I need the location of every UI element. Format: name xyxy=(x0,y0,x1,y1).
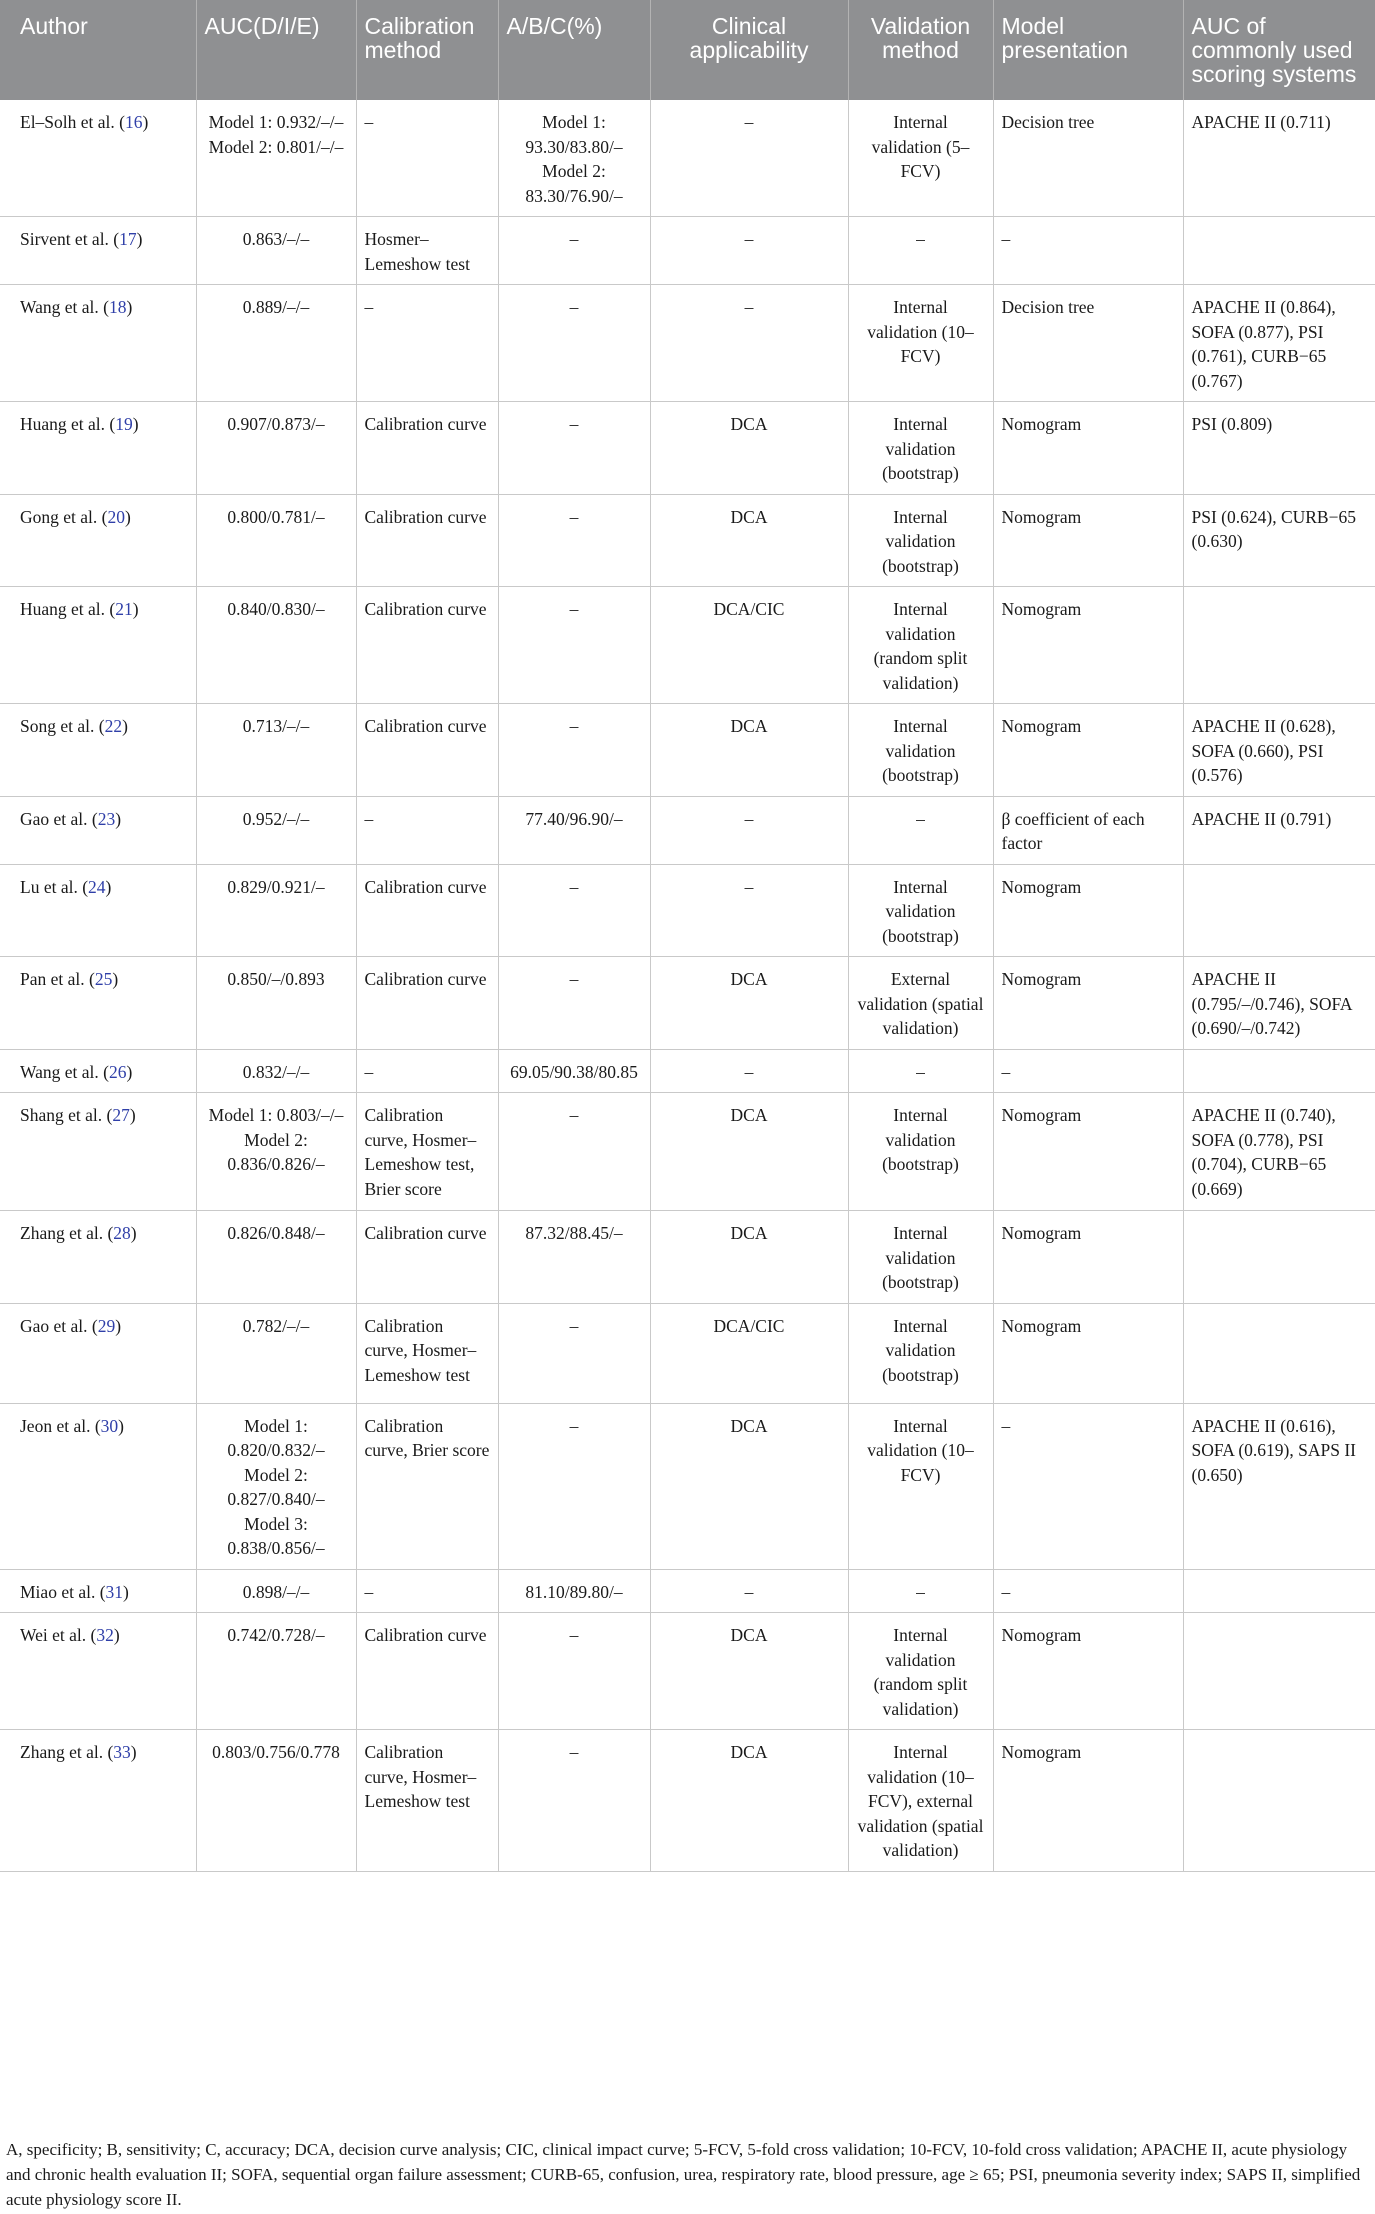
cell-clinical-applicability: DCA xyxy=(650,402,848,495)
cell-abc: – xyxy=(498,1303,650,1403)
cell-validation-method: Internal validation (10–FCV) xyxy=(848,1403,993,1569)
cell-abc: – xyxy=(498,402,650,495)
cell-model-presentation: – xyxy=(993,217,1183,285)
cell-abc: – xyxy=(498,1730,650,1872)
cell-scoring-systems xyxy=(1183,1049,1375,1093)
table-row xyxy=(0,1730,1375,1872)
cell-model-presentation: Nomogram xyxy=(993,864,1183,957)
author-name: Song et al. ( xyxy=(20,716,105,736)
cell-abc: – xyxy=(498,1613,650,1730)
table-row xyxy=(0,1211,1375,1304)
cell-abc: – xyxy=(498,285,650,402)
cell-model-presentation: Nomogram xyxy=(993,1093,1183,1211)
cell-clinical-applicability: – xyxy=(650,217,848,285)
table-row xyxy=(0,402,1375,495)
cell-model-presentation: Nomogram xyxy=(993,402,1183,495)
reference-link[interactable]: 33 xyxy=(113,1742,131,1762)
cell-model-presentation: β coefficient of each factor xyxy=(993,796,1183,864)
cell-scoring-systems: APACHE II (0.616), SOFA (0.619), SAPS II (0.650) xyxy=(1183,1403,1375,1569)
cell-scoring-systems xyxy=(1183,1569,1375,1613)
cell-validation-method: Internal validation (bootstrap) xyxy=(848,1093,993,1211)
cell-scoring-systems: PSI (0.809) xyxy=(1183,402,1375,495)
cell-author xyxy=(0,402,196,495)
reference-link[interactable]: 26 xyxy=(108,1061,127,1082)
cell-author xyxy=(0,704,196,797)
table-row xyxy=(0,864,1375,957)
cell-auc: 0.832/–/– xyxy=(196,1049,356,1093)
cell-calibration: – xyxy=(356,100,498,217)
cell-clinical-applicability: – xyxy=(650,864,848,957)
cell-validation-method: Internal validation (bootstrap) xyxy=(848,704,993,797)
reference-link[interactable]: 31 xyxy=(105,1581,124,1602)
cell-abc: 87.32/88.45/– xyxy=(498,1211,650,1304)
cell-clinical-applicability: – xyxy=(650,1569,848,1613)
reference-link[interactable]: 22 xyxy=(104,716,123,736)
cell-calibration: – xyxy=(356,796,498,864)
cell-model-presentation: Decision tree xyxy=(993,100,1183,217)
cell-calibration: Calibration curve xyxy=(356,402,498,495)
header-validation: Validation method xyxy=(848,0,993,100)
cell-author xyxy=(0,1569,196,1613)
cell-clinical-applicability: DCA xyxy=(650,1403,848,1569)
cell-model-presentation: Nomogram xyxy=(993,704,1183,797)
cell-model-presentation: Nomogram xyxy=(993,494,1183,587)
reference-close: ) xyxy=(129,1105,136,1125)
cell-calibration: – xyxy=(356,285,498,402)
cell-author xyxy=(0,587,196,704)
cell-calibration: – xyxy=(356,1049,498,1093)
cell-validation-method: Internal validation (bootstrap) xyxy=(848,402,993,495)
reference-close: ) xyxy=(130,1223,137,1243)
cell-scoring-systems xyxy=(1183,864,1375,957)
reference-link[interactable]: 32 xyxy=(96,1625,114,1645)
header-author: Author xyxy=(0,0,196,100)
cell-scoring-systems: PSI (0.624), CURB−65 (0.630) xyxy=(1183,494,1375,587)
cell-calibration: Calibration curve xyxy=(356,494,498,587)
cell-validation-method: Internal validation (bootstrap) xyxy=(848,1211,993,1304)
cell-scoring-systems: APACHE II (0.711) xyxy=(1183,100,1375,217)
cell-calibration: Calibration curve xyxy=(356,1211,498,1304)
table-row xyxy=(0,587,1375,704)
cell-calibration: Calibration curve, Hosmer–Lemeshow test, Brier score xyxy=(356,1093,498,1211)
cell-author xyxy=(0,957,196,1050)
reference-link[interactable]: 19 xyxy=(115,414,133,434)
header-abc: A/B/C(%) xyxy=(498,0,650,100)
cell-calibration: Calibration curve xyxy=(356,704,498,797)
cell-clinical-applicability: DCA xyxy=(650,704,848,797)
author-name: Gao et al. ( xyxy=(20,808,98,829)
cell-clinical-applicability: DCA xyxy=(650,957,848,1050)
cell-author xyxy=(0,1403,196,1569)
cell-validation-method: Internal validation (bootstrap) xyxy=(848,494,993,587)
cell-abc: 69.05/90.38/80.85 xyxy=(498,1049,650,1093)
table-row xyxy=(0,1093,1375,1211)
cell-clinical-applicability: – xyxy=(650,100,848,217)
cell-abc: – xyxy=(498,587,650,704)
author-name: Gong et al. ( xyxy=(20,506,108,527)
cell-calibration: Hosmer–Lemeshow test xyxy=(356,217,498,285)
table-row xyxy=(0,704,1375,797)
author-name: Sirvent et al. ( xyxy=(20,229,120,249)
cell-validation-method: – xyxy=(848,1049,993,1093)
cell-auc: 0.889/–/– xyxy=(196,285,356,402)
cell-calibration: Calibration curve xyxy=(356,587,498,704)
author-name: Pan et al. ( xyxy=(20,969,95,989)
cell-validation-method: Internal validation (10–FCV) xyxy=(848,285,993,402)
header-clinical: Clinical applicability xyxy=(650,0,848,100)
table-row xyxy=(0,796,1375,864)
header-scoring: AUC of commonly used scoring systems xyxy=(1183,0,1375,100)
reference-close: ) xyxy=(113,1625,120,1645)
cell-auc: 0.829/0.921/– xyxy=(196,864,356,957)
reference-link[interactable]: 16 xyxy=(124,112,143,132)
cell-scoring-systems xyxy=(1183,587,1375,704)
cell-abc: – xyxy=(498,217,650,285)
cell-auc: 0.803/0.756/0.778 xyxy=(196,1730,356,1872)
cell-clinical-applicability: DCA xyxy=(650,1093,848,1211)
reference-link[interactable]: 21 xyxy=(115,599,133,619)
cell-validation-method: Internal validation (random split validation) xyxy=(848,1613,993,1730)
cell-validation-method: – xyxy=(848,1569,993,1613)
reference-link[interactable]: 30 xyxy=(100,1415,119,1436)
reference-link[interactable]: 24 xyxy=(88,876,106,897)
table-row xyxy=(0,1049,1375,1093)
cell-calibration: Calibration curve, Brier score xyxy=(356,1403,498,1569)
reference-link[interactable]: 25 xyxy=(94,969,113,989)
author-name: Lu et al. ( xyxy=(20,876,89,897)
author-name: Huang et al. ( xyxy=(20,414,116,434)
cell-validation-method: Internal validation (10–FCV), external validation (spatial validation) xyxy=(848,1730,993,1872)
table-row xyxy=(0,217,1375,285)
cell-clinical-applicability: – xyxy=(650,285,848,402)
author-name: Zhang et al. ( xyxy=(20,1223,114,1243)
cell-auc: 0.863/–/– xyxy=(196,217,356,285)
author-name: Miao et al. ( xyxy=(20,1581,106,1602)
cell-abc: – xyxy=(498,1403,650,1569)
header-row xyxy=(0,0,1375,100)
header-auc: AUC(D/I/E) xyxy=(196,0,356,100)
table-footnote: A, specificity; B, sensitivity; C, accuracy; DCA, decision curve analysis; CIC, clinical impact curve; 5-FCV, 5-fold cross validation; 10-FCV, 10-fold cross validation; APACHE II, acute physiology and chronic health evaluation II; SOFA, sequential organ failure assessment; CURB-65, confusion, urea, respiratory rate, blood pressure, age ≥ 65; PSI, pneumonia severity index; SAPS II, simplified acute physiology score II. xyxy=(6,2140,1361,2209)
cell-author xyxy=(0,1093,196,1211)
cell-model-presentation: – xyxy=(993,1403,1183,1569)
reference-close: ) xyxy=(122,716,128,736)
cell-auc: 0.850/–/0.893 xyxy=(196,957,356,1050)
cell-abc: 77.40/96.90/– xyxy=(498,796,650,864)
cell-scoring-systems: APACHE II (0.795/–/0.746), SOFA (0.690/–/0.742) xyxy=(1183,957,1375,1050)
table-body xyxy=(0,100,1375,1871)
reference-close: ) xyxy=(132,599,139,619)
cell-auc: 0.826/0.848/– xyxy=(196,1211,356,1304)
cell-calibration: Calibration curve xyxy=(356,1613,498,1730)
author-name: Huang et al. ( xyxy=(20,599,116,619)
cell-calibration: Calibration curve xyxy=(356,864,498,957)
reference-close: ) xyxy=(118,1415,124,1436)
cell-abc: – xyxy=(498,864,650,957)
reference-close: ) xyxy=(126,1061,133,1082)
cell-model-presentation: Nomogram xyxy=(993,1613,1183,1730)
cell-auc: 0.952/–/– xyxy=(196,796,356,864)
cell-auc: 0.713/–/– xyxy=(196,704,356,797)
cell-clinical-applicability: DCA/CIC xyxy=(650,587,848,704)
cell-model-presentation: Nomogram xyxy=(993,957,1183,1050)
cell-validation-method: – xyxy=(848,796,993,864)
reference-close: ) xyxy=(142,112,149,132)
cell-auc: Model 1: 0.932/–/– Model 2: 0.801/–/– xyxy=(196,100,356,217)
reference-link[interactable]: 20 xyxy=(107,506,125,527)
table-row xyxy=(0,1613,1375,1730)
header-calibration: Calibration method xyxy=(356,0,498,100)
author-name: Wang et al. ( xyxy=(20,1061,109,1082)
cell-auc: 0.782/–/– xyxy=(196,1303,356,1403)
cell-model-presentation: Nomogram xyxy=(993,587,1183,704)
cell-model-presentation: Nomogram xyxy=(993,1303,1183,1403)
cell-scoring-systems: APACHE II (0.864), SOFA (0.877), PSI (0.761), CURB−65 (0.767) xyxy=(1183,285,1375,402)
cell-author xyxy=(0,1303,196,1403)
table-row xyxy=(0,1569,1375,1613)
cell-model-presentation: Decision tree xyxy=(993,285,1183,402)
reference-close: ) xyxy=(115,1315,122,1336)
table-row xyxy=(0,1303,1375,1403)
author-name: El–Solh et al. ( xyxy=(20,112,125,132)
cell-calibration: Calibration curve, Hosmer–Lemeshow test xyxy=(356,1730,498,1872)
header-presentation: Model presentation xyxy=(993,0,1183,100)
cell-abc: Model 1: 93.30/83.80/– Model 2: 83.30/76.90/– xyxy=(498,100,650,217)
author-name: Shang et al. ( xyxy=(20,1105,113,1125)
cell-clinical-applicability: DCA xyxy=(650,1211,848,1304)
author-name: Wei et al. ( xyxy=(20,1625,97,1645)
cell-clinical-applicability: – xyxy=(650,796,848,864)
cell-auc: 0.898/–/– xyxy=(196,1569,356,1613)
cell-validation-method: Internal validation (5–FCV) xyxy=(848,100,993,217)
cell-clinical-applicability: – xyxy=(650,1049,848,1093)
cell-author xyxy=(0,1211,196,1304)
reference-close: ) xyxy=(136,229,143,249)
cell-scoring-systems: APACHE II (0.740), SOFA (0.778), PSI (0.704), CURB−65 (0.669) xyxy=(1183,1093,1375,1211)
cell-scoring-systems: APACHE II (0.628), SOFA (0.660), PSI (0.576) xyxy=(1183,704,1375,797)
cell-author xyxy=(0,864,196,957)
cell-scoring-systems xyxy=(1183,1613,1375,1730)
cell-clinical-applicability: DCA xyxy=(650,494,848,587)
cell-scoring-systems: APACHE II (0.791) xyxy=(1183,796,1375,864)
table-row xyxy=(0,285,1375,402)
reference-link[interactable]: 17 xyxy=(119,229,137,249)
cell-scoring-systems xyxy=(1183,217,1375,285)
cell-model-presentation: – xyxy=(993,1569,1183,1613)
table-row xyxy=(0,957,1375,1050)
reference-link[interactable]: 23 xyxy=(97,808,116,829)
cell-scoring-systems xyxy=(1183,1211,1375,1304)
cell-author xyxy=(0,1049,196,1093)
reference-close: ) xyxy=(105,876,112,897)
cell-author xyxy=(0,796,196,864)
cell-abc: 81.10/89.80/– xyxy=(498,1569,650,1613)
cell-abc: – xyxy=(498,1093,650,1211)
author-name: Gao et al. ( xyxy=(20,1315,98,1336)
cell-calibration: Calibration curve xyxy=(356,957,498,1050)
cell-clinical-applicability: DCA/CIC xyxy=(650,1303,848,1403)
reference-close: ) xyxy=(130,1742,137,1762)
cell-validation-method: Internal validation (bootstrap) xyxy=(848,864,993,957)
cell-abc: – xyxy=(498,957,650,1050)
cell-model-presentation: Nomogram xyxy=(993,1211,1183,1304)
reference-close: ) xyxy=(124,506,131,527)
cell-scoring-systems xyxy=(1183,1730,1375,1872)
reference-close: ) xyxy=(123,1581,129,1602)
reference-link[interactable]: 28 xyxy=(113,1223,131,1243)
cell-abc: – xyxy=(498,494,650,587)
table-row xyxy=(0,100,1375,217)
cell-scoring-systems xyxy=(1183,1303,1375,1403)
cell-model-presentation: Nomogram xyxy=(993,1730,1183,1872)
reference-close: ) xyxy=(112,969,119,989)
reference-link[interactable]: 29 xyxy=(97,1315,116,1336)
cell-model-presentation: – xyxy=(993,1049,1183,1093)
cell-auc: 0.907/0.873/– xyxy=(196,402,356,495)
cell-calibration: Calibration curve, Hosmer–Lemeshow test xyxy=(356,1303,498,1403)
table-row xyxy=(0,1403,1375,1569)
reference-link[interactable]: 18 xyxy=(108,297,127,317)
cell-auc: 0.840/0.830/– xyxy=(196,587,356,704)
reference-close: ) xyxy=(115,808,122,829)
cell-validation-method: Internal validation (random split validation) xyxy=(848,587,993,704)
reference-close: ) xyxy=(126,297,133,317)
cell-author xyxy=(0,494,196,587)
cell-author xyxy=(0,100,196,217)
author-name: Zhang et al. ( xyxy=(20,1742,114,1762)
cell-author xyxy=(0,285,196,402)
cell-auc: Model 1: 0.803/–/– Model 2: 0.836/0.826/– xyxy=(196,1093,356,1211)
cell-auc: 0.800/0.781/– xyxy=(196,494,356,587)
author-name: Jeon et al. ( xyxy=(20,1415,101,1436)
author-name: Wang et al. ( xyxy=(20,297,109,317)
cell-abc: – xyxy=(498,704,650,797)
reference-close: ) xyxy=(132,414,139,434)
cell-clinical-applicability: DCA xyxy=(650,1613,848,1730)
cell-clinical-applicability: DCA xyxy=(650,1730,848,1872)
cell-author xyxy=(0,217,196,285)
cell-validation-method: External validation (spatial validation) xyxy=(848,957,993,1050)
reference-link[interactable]: 27 xyxy=(112,1105,130,1125)
cell-validation-method: – xyxy=(848,217,993,285)
cell-auc: Model 1: 0.820/0.832/– Model 2: 0.827/0.840/– Model 3: 0.838/0.856/– xyxy=(196,1403,356,1569)
cell-author xyxy=(0,1613,196,1730)
cell-calibration: – xyxy=(356,1569,498,1613)
table-row xyxy=(0,494,1375,587)
cell-author xyxy=(0,1730,196,1872)
cell-validation-method: Internal validation (bootstrap) xyxy=(848,1303,993,1403)
cell-auc: 0.742/0.728/– xyxy=(196,1613,356,1730)
